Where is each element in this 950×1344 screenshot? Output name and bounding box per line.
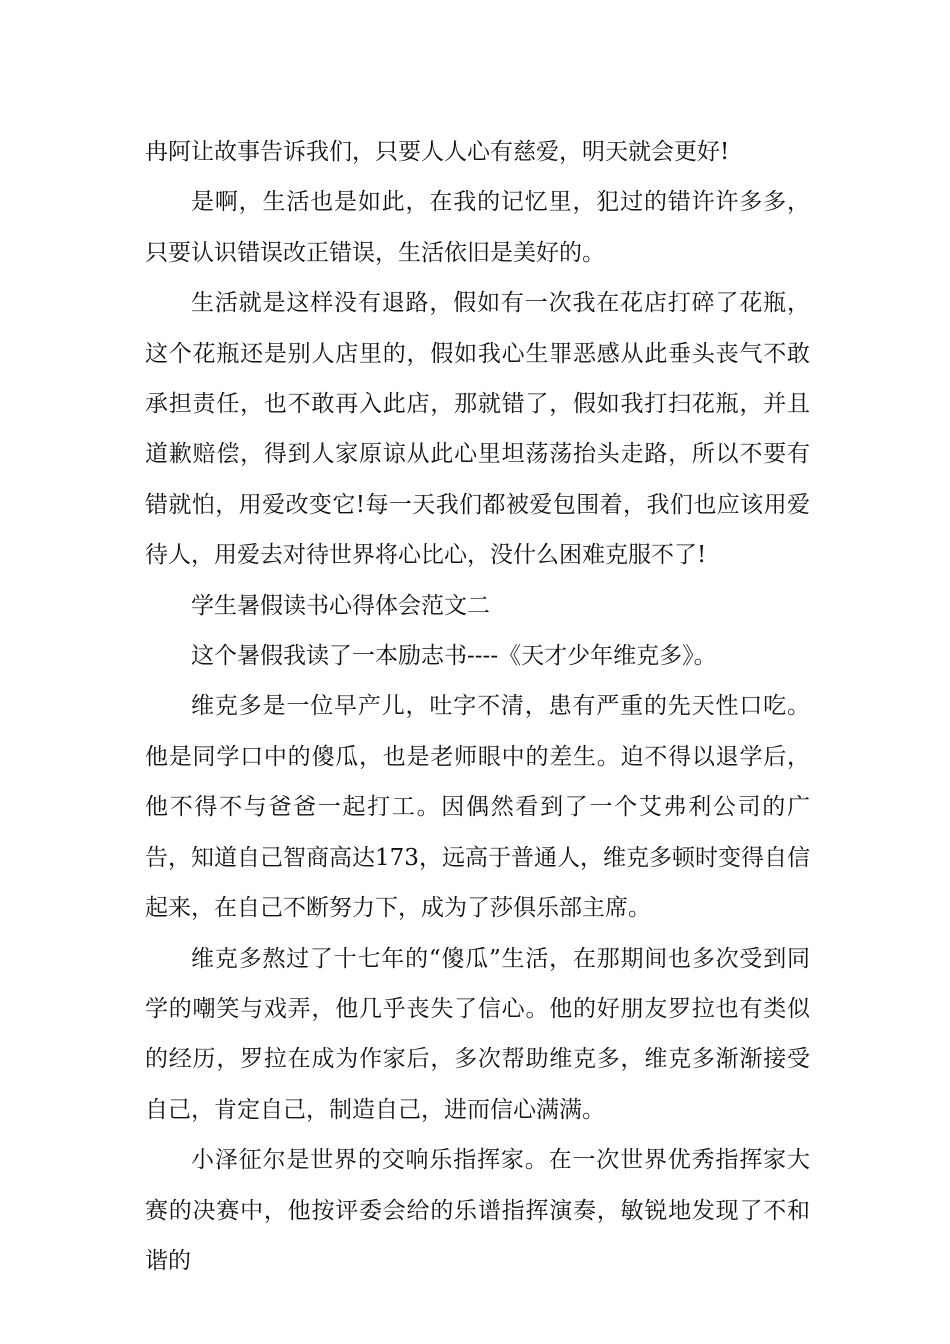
paragraph-8: 小泽征尔是世界的交响乐指挥家。在一次世界优秀指挥家大赛的决赛中，他按评委会给的乐谱指挥演奏，敏锐地发现了不和谐的 [145, 1147, 810, 1274]
document-body [145, 127, 810, 1286]
paragraph-3: 生活就是这样没有退路，假如有一次我在花店打碎了花瓶，这个花瓶还是别人店里的，假如我心生罪恶感从此垂头丧气不敢承担责任，也不敢再入此店，那就错了，假如我打扫花瓶，并且道歉赔偿，得到人家原谅从此心里坦荡荡抬头走路，所以不要有错就怕，用爱改变它!每一天我们都被爱包围着，我们也应该用爱待人，用爱去对待世界将心比心，没什么困难克服不了! [145, 290, 810, 569]
paragraph-1: 冉阿让故事告诉我们，只要人人心有慈爱，明天就会更好! [145, 139, 730, 165]
paragraph-7: 维克多熬过了十七年的“傻瓜”生活，在那期间也多次受到同学的嘲笑与戏弄，他几乎丧失了信心。他的好朋友罗拉也有类似的经历，罗拉在成为作家后，多次帮助维克多，维克多渐渐接受自己，肯定自己，制造自己，进而信心满满。 [145, 945, 810, 1123]
paragraph-2: 是啊，生活也是如此，在我的记忆里，犯过的错许许多多，只要认识错误改正错误，生活依旧是美好的。 [145, 189, 810, 266]
paragraph-5: 这个暑假我读了一本励志书----《天才少年维克多》。 [191, 643, 717, 670]
section-heading: 学生暑假读书心得体会范文二 [191, 592, 490, 619]
paragraph-6: 维克多是一位早产儿，吐字不清，患有严重的先天性口吃。他是同学口中的傻瓜，也是老师眼中的差生。迫不得以退学后，他不得不与爸爸一起打工。因偶然看到了一个艾弗利公司的广告，知道自己智商高达173，远高于普通人，维克多顿时变得自信起来，在自己不断努力下，成为了莎俱乐部主席。 [145, 693, 810, 922]
